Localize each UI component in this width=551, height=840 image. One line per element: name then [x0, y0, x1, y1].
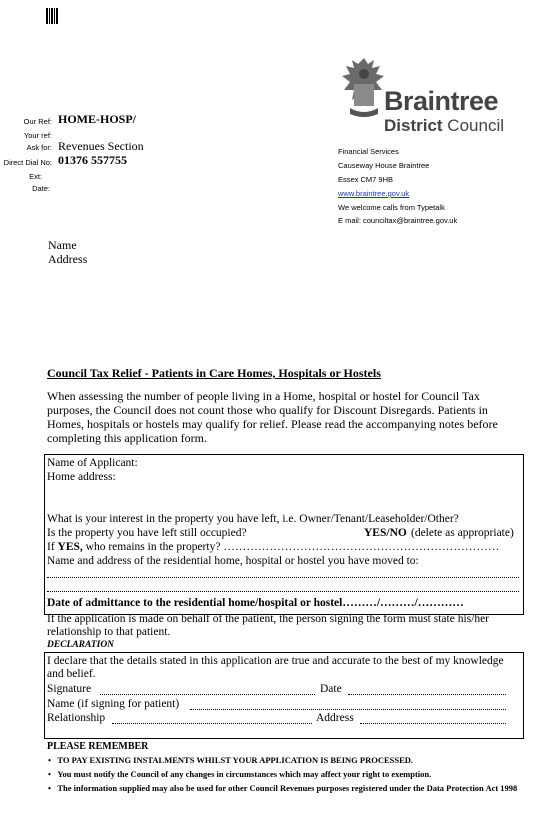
ask-for-label: Ask for: [26, 143, 52, 152]
remember-item: • You must notify the Council of any changes in circumstances which may affect your right to exemption. [48, 769, 432, 779]
our-ref-value: HOME-HOSP/ [58, 112, 136, 126]
moved-to-line-1[interactable] [47, 577, 519, 578]
signature-field[interactable] [100, 694, 315, 695]
name-if-signing-field[interactable] [190, 709, 506, 710]
delete-note: (delete as appropriate) [411, 527, 514, 539]
sender-dept: Financial Services [338, 147, 399, 156]
ext-label: Ext: [29, 172, 42, 181]
remember-item: • TO PAY EXISTING INSTALMENTS WHILST YOUR APPLICATION IS BEING PROCESSED. [48, 755, 414, 765]
website-link[interactable]: www.braintree.gov.uk [338, 189, 410, 198]
date-label: Date: [32, 184, 50, 193]
typetalk-note: We welcome calls from Typetalk [338, 203, 445, 212]
occupied-question: Is the property you have left still occupied? [47, 527, 247, 539]
relationship-field[interactable] [112, 723, 312, 724]
moved-to-label: Name and address of the residential home, hospital or hostel you have moved to: [47, 555, 419, 567]
logo-braintree-text: Braintree [384, 86, 499, 116]
council-logo [340, 54, 530, 134]
form-intro: When assessing the number of people living in a Home, hospital or hostel for Council Tax purposes, the Council does not count those who qualify for Discount Disregards. Patients in Homes, hospitals or hostels may qualify for relief. Please read the accompanying notes before completing this application form. [47, 389, 498, 445]
home-address-label: Home address: [47, 471, 116, 483]
name-if-signing-label: Name (if signing for patient) [47, 698, 180, 710]
barcode-mark [46, 8, 58, 24]
recipient-address: Address [48, 252, 88, 266]
relationship-label: Relationship [47, 712, 106, 724]
logo-district-council-text: District Council [384, 116, 504, 135]
our-ref-label: Our Ref: [23, 117, 52, 126]
declaration-date-label: Date [320, 683, 342, 695]
form-title: Council Tax Relief - Patients in Care Homes, Hospitals or Hostels [47, 366, 381, 380]
declaration-address-field[interactable] [360, 723, 506, 724]
declaration-heading: DECLARATION [47, 640, 115, 650]
signature-label: Signature [47, 683, 92, 695]
ask-for-value: Revenues Section [58, 139, 144, 153]
direct-dial-label: Direct Dial No: [3, 158, 52, 167]
sender-street: Causeway House Braintree [338, 161, 430, 170]
remember-heading: PLEASE REMEMBER [47, 741, 149, 752]
coat-of-arms-icon [340, 54, 388, 120]
applicant-name-label: Name of Applicant: [47, 457, 138, 469]
who-remains-question: If YES, who remains in the property? ……………………………………………………………… [47, 541, 500, 553]
declaration-text: I declare that the details stated in this application are true and accurate to the best of my knowledge and belief. [47, 655, 504, 680]
direct-dial-value: 01376 557755 [58, 153, 127, 167]
email-contact: E mail: counciltax@braintree.gov.uk [338, 216, 458, 225]
declaration-address-label: Address [316, 712, 354, 724]
moved-to-line-2[interactable] [47, 591, 519, 592]
sender-postcode: Essex CM7 9HB [338, 175, 394, 184]
recipient-name: Name [48, 238, 77, 252]
yes-no-option[interactable]: YES/NO [364, 527, 407, 539]
behalf-note: If the application is made on behalf of the patient, the person signing the form must state his/her relationship to that patient. [47, 613, 489, 638]
interest-question: What is your interest in the property you have left, i.e. Owner/Tenant/Leaseholder/Other? [47, 513, 459, 525]
your-ref-label: Your ref: [23, 131, 52, 140]
admittance-date-label: Date of admittance to the residential home/hospital or hostel………/………/………… [47, 597, 464, 609]
declaration-date-field[interactable] [348, 694, 506, 695]
remember-item: • The information supplied may also be used for other Council Revenues purposes registered under the Data Protection Act 1998 [48, 783, 518, 793]
